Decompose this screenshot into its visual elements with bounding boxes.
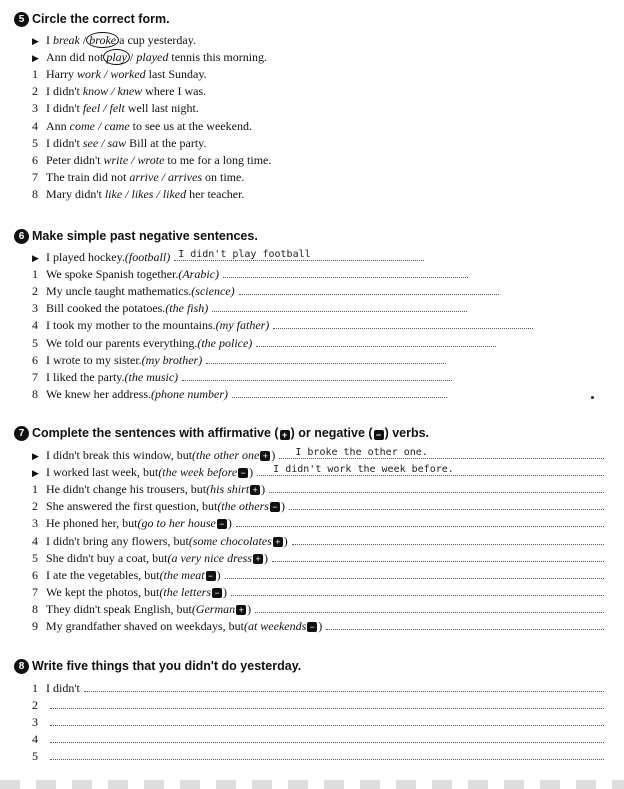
- answer-line[interactable]: [289, 497, 604, 510]
- item-number: 3: [32, 101, 38, 116]
- sentence-text: /: [79, 33, 87, 47]
- sentence-text: She answered the first question, but: [46, 499, 218, 514]
- item-number: 4: [32, 533, 38, 548]
- answer-line[interactable]: [257, 463, 604, 476]
- item-number: 9: [32, 619, 38, 633]
- item-number: 4: [32, 118, 38, 133]
- answer-line[interactable]: [256, 334, 496, 347]
- closing-paren: ): [280, 499, 285, 514]
- exercise-6-item: [26, 282, 499, 299]
- item-number: 7: [32, 369, 38, 384]
- exercise-5-item: [26, 32, 196, 49]
- exercise-7-item: [26, 497, 604, 514]
- title-part: ) or negative (: [290, 426, 373, 440]
- answer-line[interactable]: [50, 713, 604, 726]
- verb-options: write / wrote: [103, 152, 165, 167]
- exercise-5-item: [26, 66, 207, 82]
- exercise-6-heading: [14, 226, 610, 246]
- sentence-text: Ann: [46, 118, 70, 133]
- closing-paren: ): [261, 482, 266, 497]
- sentence-text: I worked last week, but: [46, 465, 159, 480]
- hint-word: (my father): [215, 318, 270, 333]
- answer-line[interactable]: [206, 351, 446, 364]
- exercise-6: [14, 226, 610, 246]
- verb-options: feel / felt: [82, 101, 125, 116]
- sentence-text: They didn't speak English, but: [46, 601, 192, 616]
- sentence: [46, 32, 196, 48]
- exercise-6-item: [26, 248, 424, 266]
- item-number: 2: [32, 499, 38, 514]
- sentence-text: She didn't buy a coat, but: [46, 550, 168, 565]
- title-part: ) verbs.: [384, 426, 430, 440]
- closing-paren: ): [227, 516, 232, 531]
- example-marker: ▶: [32, 53, 39, 64]
- sentence: [46, 100, 199, 116]
- answer-line[interactable]: [255, 600, 604, 613]
- item-number: 8: [32, 601, 38, 616]
- exercise-5-item: [26, 118, 252, 134]
- plus-icon: +: [273, 537, 283, 547]
- example-marker: ▶: [32, 468, 39, 479]
- plus-icon: +: [260, 451, 270, 461]
- hint-word: (German: [191, 601, 236, 616]
- sentence-text: He phoned her, but: [46, 516, 138, 531]
- exercise-title: Write five things that you didn't do yesterday.: [32, 659, 302, 673]
- exercise-7-heading: [14, 423, 610, 443]
- example-marker: ▶: [32, 36, 39, 46]
- sentence-text: tennis this morning.: [168, 50, 268, 65]
- hint-word: (the other one: [192, 448, 260, 462]
- answer-line[interactable]: [223, 265, 468, 278]
- sentence-text: I didn't: [46, 681, 80, 695]
- sentence-text: her teacher.: [186, 186, 245, 201]
- hint-word: (my brother): [141, 352, 203, 367]
- item-number: 6: [32, 567, 38, 582]
- page-edge-strip: [0, 780, 624, 789]
- answer-line[interactable]: [279, 446, 604, 459]
- sentence-text: We knew her address.: [46, 386, 151, 401]
- example-marker: ▶: [32, 451, 39, 461]
- hint-word: (football): [124, 250, 171, 264]
- exercise-7-item: [26, 600, 604, 617]
- exercise-7-item: [26, 480, 604, 497]
- exercise-8-item: [26, 713, 604, 730]
- closing-paren: ): [283, 533, 288, 548]
- exercise-7-item: [26, 514, 604, 531]
- hint-word: (the music): [124, 369, 179, 384]
- exercise-5-item: [26, 169, 244, 185]
- exercise-title: Circle the correct form.: [32, 12, 170, 26]
- item-number: 6: [32, 352, 38, 367]
- sentence-text: on time.: [201, 169, 245, 184]
- verb-options: break: [53, 33, 80, 47]
- exercise-6-item: [26, 265, 468, 282]
- item-number: 2: [32, 698, 38, 713]
- plus-icon: +: [236, 605, 246, 615]
- answer-line[interactable]: [232, 385, 447, 398]
- exercise-6-item: [26, 334, 496, 351]
- item-number: 7: [32, 584, 38, 599]
- exercise-number-badge: 6: [14, 229, 29, 244]
- exercise-8: [14, 656, 610, 676]
- item-number: 4: [32, 318, 38, 333]
- sentence: [46, 186, 244, 202]
- item-number: 1: [32, 67, 38, 82]
- answer-line[interactable]: [50, 696, 604, 709]
- exercise-6-item: [26, 368, 452, 385]
- sentence-text: My uncle taught mathematics.: [46, 284, 192, 299]
- sentence: [46, 66, 207, 82]
- hint-word: (the fish): [165, 301, 209, 316]
- answer-line[interactable]: [50, 730, 604, 743]
- answer-line[interactable]: [326, 617, 604, 630]
- exercise-6-item: [26, 385, 447, 402]
- answer-line[interactable]: [174, 248, 424, 261]
- circled-answer[interactable]: broke: [86, 32, 119, 48]
- minus-icon: −: [238, 468, 248, 478]
- exercise-8-item: [26, 696, 604, 713]
- exercise-5-item: [26, 186, 244, 202]
- sentence-text: to me for a long time.: [164, 152, 272, 167]
- sentence-text: I liked the party.: [46, 369, 125, 384]
- verb-options: arrive / arrives: [129, 169, 202, 184]
- sentence: [46, 152, 271, 168]
- exercise-6-item: [26, 299, 467, 316]
- verb-options: played: [136, 50, 169, 65]
- plus-icon: +: [250, 485, 260, 495]
- item-number: 8: [32, 386, 38, 401]
- sentence-text: where I was.: [142, 84, 207, 99]
- closing-paren: ): [264, 550, 269, 565]
- hint-word: (at weekends: [243, 619, 307, 633]
- sentence: [46, 83, 206, 99]
- sentence-text: We told our parents everything.: [46, 335, 198, 350]
- item-number: 2: [32, 284, 38, 299]
- sentence-text: /: [130, 50, 137, 65]
- exercise-7-item: [26, 549, 604, 566]
- sentence: [46, 118, 252, 134]
- verb-options: know / knew: [82, 84, 143, 99]
- title-part: Complete the sentences with affirmative (: [32, 426, 279, 440]
- verb-options: like / likes / liked: [104, 186, 187, 201]
- exercise-7-item: [26, 583, 604, 600]
- sentence-text: a cup yesterday.: [119, 33, 196, 47]
- answer-line[interactable]: [50, 747, 604, 760]
- sentence-text: He didn't change his trousers, but: [46, 482, 207, 497]
- answer-line[interactable]: [84, 679, 604, 692]
- sentence-text: We spoke Spanish together.: [46, 267, 179, 282]
- exercise-5-item: [26, 83, 206, 99]
- exercise-7-item: [26, 566, 604, 583]
- handwritten-answer: I didn't play football: [178, 249, 311, 260]
- exercise-number-badge: 5: [14, 12, 29, 27]
- verb-options: work / worked: [76, 67, 146, 82]
- hint-word: (science): [191, 284, 235, 299]
- item-number: 1: [32, 267, 38, 282]
- item-number: 6: [32, 152, 38, 167]
- exercise-5-item: [26, 100, 199, 116]
- closing-paren: ): [271, 448, 276, 462]
- example-marker: ▶: [32, 253, 39, 263]
- sentence-text: last Sunday.: [145, 67, 207, 82]
- minus-icon: −: [212, 588, 222, 598]
- exercise-title: [32, 426, 429, 440]
- hint-word: (the letters: [159, 584, 212, 599]
- sentence-text: Harry: [46, 67, 77, 82]
- hint-word: (the others: [217, 499, 269, 514]
- exercise-7-item: [26, 463, 604, 481]
- handwritten-answer: I didn't work the week before.: [273, 464, 454, 476]
- exercise-5-item: [26, 152, 271, 168]
- item-number: 1: [32, 482, 38, 497]
- exercise-7-item: [26, 446, 604, 464]
- sentence-text: Bill at the party.: [126, 135, 207, 150]
- plus-icon: +: [253, 554, 263, 564]
- sentence-text: I took my mother to the mountains.: [46, 318, 216, 333]
- answer-line[interactable]: [225, 566, 604, 579]
- minus-icon: −: [270, 502, 280, 512]
- exercise-5-heading: [14, 9, 610, 29]
- exercise-5-item: [26, 135, 206, 151]
- sentence-text: to see us at the weekend.: [129, 118, 252, 133]
- exercise-number-badge: 7: [14, 426, 29, 441]
- closing-paren: ): [318, 619, 323, 633]
- exercise-5: [14, 9, 610, 29]
- closing-paren: ): [247, 601, 252, 616]
- sentence-text: well last night.: [124, 101, 199, 116]
- exercise-8-item: [26, 730, 604, 747]
- item-number: 2: [32, 84, 38, 99]
- handwritten-answer: I broke the other one.: [295, 447, 428, 458]
- closing-paren: ): [249, 465, 254, 480]
- answer-line[interactable]: [182, 368, 452, 381]
- sentence-text: I didn't: [46, 84, 83, 99]
- sentence: [46, 135, 206, 151]
- item-number: 8: [32, 186, 38, 201]
- minus-icon: −: [374, 430, 384, 440]
- answer-line[interactable]: [231, 583, 604, 596]
- hint-word: (some chocolates: [188, 533, 272, 548]
- answer-line[interactable]: [239, 282, 499, 295]
- answer-line[interactable]: [269, 480, 604, 493]
- verb-options: see / saw: [82, 135, 127, 150]
- circled-answer[interactable]: play: [103, 49, 130, 65]
- sentence-text: I: [46, 33, 53, 47]
- exercise-8-heading: [14, 656, 610, 676]
- verb-options: come / came: [69, 118, 130, 133]
- sentence-text: Mary didn't: [46, 186, 105, 201]
- item-number: 3: [32, 301, 38, 316]
- exercise-7-item: [26, 617, 604, 634]
- closing-paren: ): [216, 567, 221, 582]
- sentence-text: I played hockey.: [46, 250, 125, 264]
- sentence-text: My grandfather shaved on weekdays, but: [46, 619, 244, 633]
- sentence-text: I wrote to my sister.: [46, 352, 142, 367]
- exercise-8-item: [26, 747, 604, 764]
- exercise-6-item: [26, 316, 533, 333]
- sentence-text: Peter didn't: [46, 152, 104, 167]
- hint-word: (his shirt: [206, 482, 250, 497]
- hint-word: (a very nice dress: [167, 550, 253, 565]
- item-number: 3: [32, 516, 38, 531]
- sentence-text: I ate the vegetables, but: [46, 567, 160, 582]
- sentence-text: Bill cooked the potatoes.: [46, 301, 166, 316]
- minus-icon: −: [206, 571, 216, 581]
- sentence-text: Ann did not: [46, 50, 104, 65]
- hint-word: (the meat: [159, 567, 205, 582]
- exercise-6-item: [26, 351, 446, 368]
- item-number: 5: [32, 335, 38, 350]
- answer-line[interactable]: [236, 514, 604, 527]
- sentence-text: I didn't bring any flowers, but: [46, 533, 189, 548]
- minus-icon: −: [217, 519, 227, 529]
- plus-icon: +: [280, 430, 290, 440]
- item-number: 4: [32, 732, 38, 747]
- sentence-text: I didn't break this window, but: [46, 448, 193, 462]
- hint-word: (the police): [197, 335, 253, 350]
- exercise-number-badge: 8: [14, 659, 29, 674]
- answer-line[interactable]: [212, 299, 467, 312]
- exercise-8-item: [26, 679, 604, 696]
- exercise-7: [14, 423, 610, 443]
- item-number: 3: [32, 715, 38, 730]
- answer-line[interactable]: [292, 532, 604, 545]
- sentence-text: I didn't: [46, 135, 83, 150]
- hint-word: (Arabic): [178, 267, 220, 282]
- exercise-5-item: [26, 49, 267, 66]
- hint-word: (go to her house: [137, 516, 216, 531]
- minus-icon: −: [307, 622, 317, 632]
- answer-line[interactable]: [272, 549, 604, 562]
- sentence-text: I didn't: [46, 101, 83, 116]
- hint-word: (the week before: [158, 465, 238, 480]
- sentence-text: We kept the photos, but: [46, 584, 160, 599]
- answer-line[interactable]: [273, 316, 533, 329]
- stray-dot: [591, 396, 594, 399]
- sentence-text: The train did not: [46, 169, 130, 184]
- item-number: 7: [32, 169, 38, 184]
- hint-word: (phone number): [151, 386, 228, 401]
- sentence: [46, 169, 244, 185]
- closing-paren: ): [223, 584, 228, 599]
- item-number: 5: [32, 135, 38, 150]
- exercise-7-item: [26, 532, 604, 549]
- item-number: 5: [32, 550, 38, 565]
- exercise-title: Make simple past negative sentences.: [32, 229, 258, 243]
- sentence: [46, 49, 267, 65]
- item-number: 1: [32, 681, 38, 695]
- item-number: 5: [32, 749, 38, 764]
